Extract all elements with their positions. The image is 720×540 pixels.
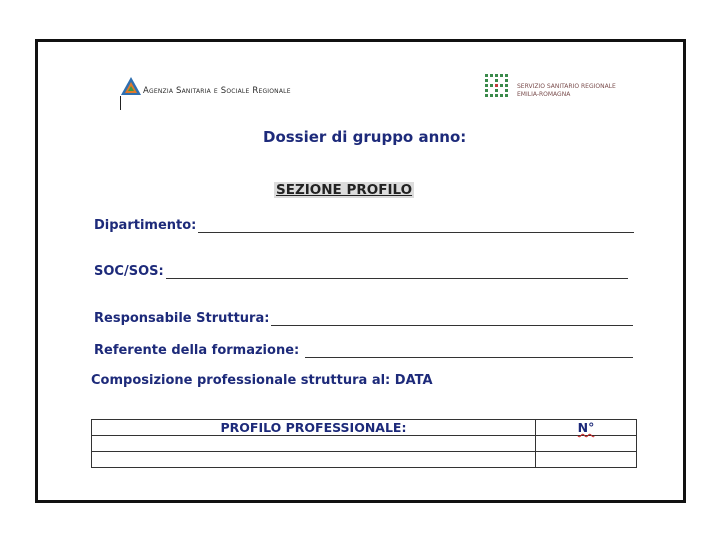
document-page <box>35 39 686 503</box>
agenzia-logo-icon <box>120 76 142 98</box>
field-line[interactable] <box>305 345 633 358</box>
field-label: Responsabile Struttura: <box>94 311 270 326</box>
field-label: SOC/SOS: <box>94 264 164 279</box>
profile-table <box>91 419 637 468</box>
agenzia-logo-text: Agenzia Sanitaria e Sociale Regionale <box>143 86 291 96</box>
composition-heading: Composizione professionale struttura al: DATA <box>91 373 433 388</box>
header-numero <box>536 420 637 436</box>
field-soc-sos[interactable] <box>94 264 628 279</box>
field-line[interactable] <box>198 220 634 233</box>
table-cell[interactable] <box>536 436 637 452</box>
ssr-logo-line2: EMILIA-ROMAGNA <box>517 91 571 98</box>
field-label: Referente della formazione: <box>94 343 300 358</box>
header-numero-label: N° <box>577 420 595 435</box>
field-responsabile[interactable] <box>94 311 633 326</box>
field-line[interactable] <box>271 313 633 326</box>
section-title: SEZIONE PROFILO <box>276 182 413 198</box>
table-row <box>92 436 637 452</box>
ssr-logo-text <box>517 83 616 99</box>
field-dipartimento[interactable] <box>94 218 634 233</box>
table-cell[interactable] <box>92 436 536 452</box>
field-line[interactable] <box>166 266 628 279</box>
field-label: Dipartimento: <box>94 218 197 233</box>
table-row <box>92 452 637 468</box>
table-cell[interactable] <box>92 452 536 468</box>
ssr-logo-icon <box>485 74 513 102</box>
field-referente[interactable] <box>94 343 633 358</box>
table-cell[interactable] <box>536 452 637 468</box>
text-cursor <box>120 96 121 110</box>
table-header-row <box>92 420 637 436</box>
ssr-logo-line1: SERVIZIO SANITARIO REGIONALE <box>517 83 616 90</box>
document-title: Dossier di gruppo anno: <box>263 128 467 146</box>
header-profilo: PROFILO PROFESSIONALE: <box>92 420 536 436</box>
